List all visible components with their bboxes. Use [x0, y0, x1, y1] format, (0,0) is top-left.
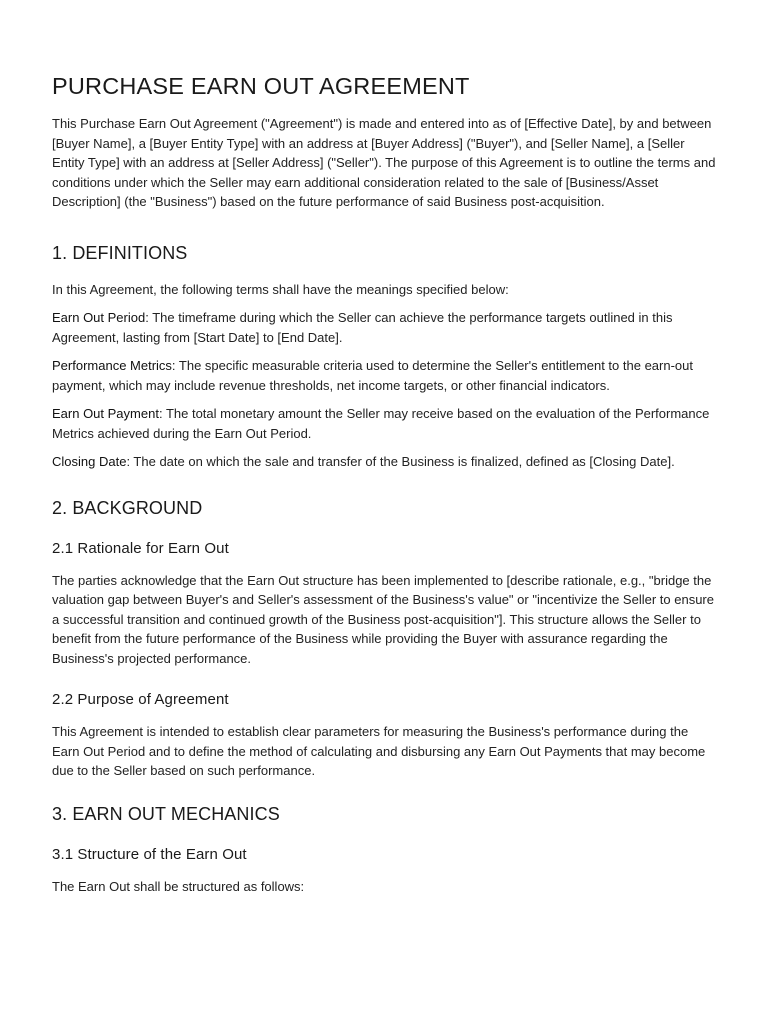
- definition-term: Closing Date: [52, 454, 127, 469]
- subsection-purpose-heading: 2.2 Purpose of Agreement: [52, 691, 229, 708]
- definition-text: : The total monetary amount the Seller may receive based on the evaluation of the Performance Metrics achieved during the Earn Out Period.: [52, 406, 710, 441]
- section-definitions-heading: 1. DEFINITIONS: [52, 242, 188, 263]
- definition-term: Earn Out Payment: [52, 406, 159, 421]
- definition-term: Performance Metrics: [52, 358, 172, 373]
- intro-paragraph: This Purchase Earn Out Agreement ("Agreement") is made and entered into as of [Effective Date], by and between [Buyer Name], a [Buyer Entity Type] with an address at [Buyer Address] ("Buyer"), and [Seller Name], a [Seller Entity Type] with an address at [Seller Address] ("Seller"). The purpose of this Agreement is to outline the terms and conditions under which the Seller may earn additional consideration related to the sale of [Business/Asset Description] (the "Business") based on the future performance of said Business post-acquisition.: [52, 116, 716, 209]
- definition-text: : The date on which the sale and transfer of the Business is finalized, defined as [Closing Date].: [126, 454, 675, 469]
- structure-paragraph: The Earn Out shall be structured as follows:: [52, 878, 305, 894]
- subsection-rationale-heading: 2.1 Rationale for Earn Out: [52, 539, 229, 557]
- definition-term: Earn Out Period: [52, 310, 146, 325]
- definition-text: : The specific measurable criteria used to determine the Seller's entitlement to the earn-out payment, which may include revenue thresholds, net income targets, or other financial indicators.: [52, 358, 693, 393]
- definition-item: [52, 404, 718, 443]
- definitions-lead: In this Agreement, the following terms shall have the meanings specified below:: [52, 281, 509, 297]
- document-title: PURCHASE EARN OUT AGREEMENT: [52, 73, 470, 99]
- section-background-heading: 2. BACKGROUND: [52, 497, 203, 518]
- definition-item: [52, 308, 718, 347]
- rationale-paragraph: The parties acknowledge that the Earn Out structure has been implemented to [describe rationale, e.g., "bridge the valuation gap between Buyer's and Seller's assessment of the Business's value" or "incentivize the Seller to ensure a successful transition and continued growth of the Business post-acquisition"]. This structure allows the Seller to benefit from the future performance of the Business while providing the Buyer with assurance regarding the Business's projected performance.: [52, 572, 714, 666]
- definition-text: : The timeframe during which the Seller can achieve the performance targets outlined in this Agreement, lasting from [Start Date] to [End Date].: [52, 310, 673, 345]
- section-mechanics-heading: 3. EARN OUT MECHANICS: [52, 803, 280, 824]
- definition-item: [52, 356, 718, 395]
- subsection-structure-heading: 3.1 Structure of the Earn Out: [52, 845, 247, 863]
- purpose-paragraph: This Agreement is intended to establish clear parameters for measuring the Business's performance during the Earn Out Period and to define the method of calculating and disbursing any Earn Out Payments that may become due to the Seller based on such performance.: [52, 724, 706, 778]
- definition-item: [52, 452, 718, 472]
